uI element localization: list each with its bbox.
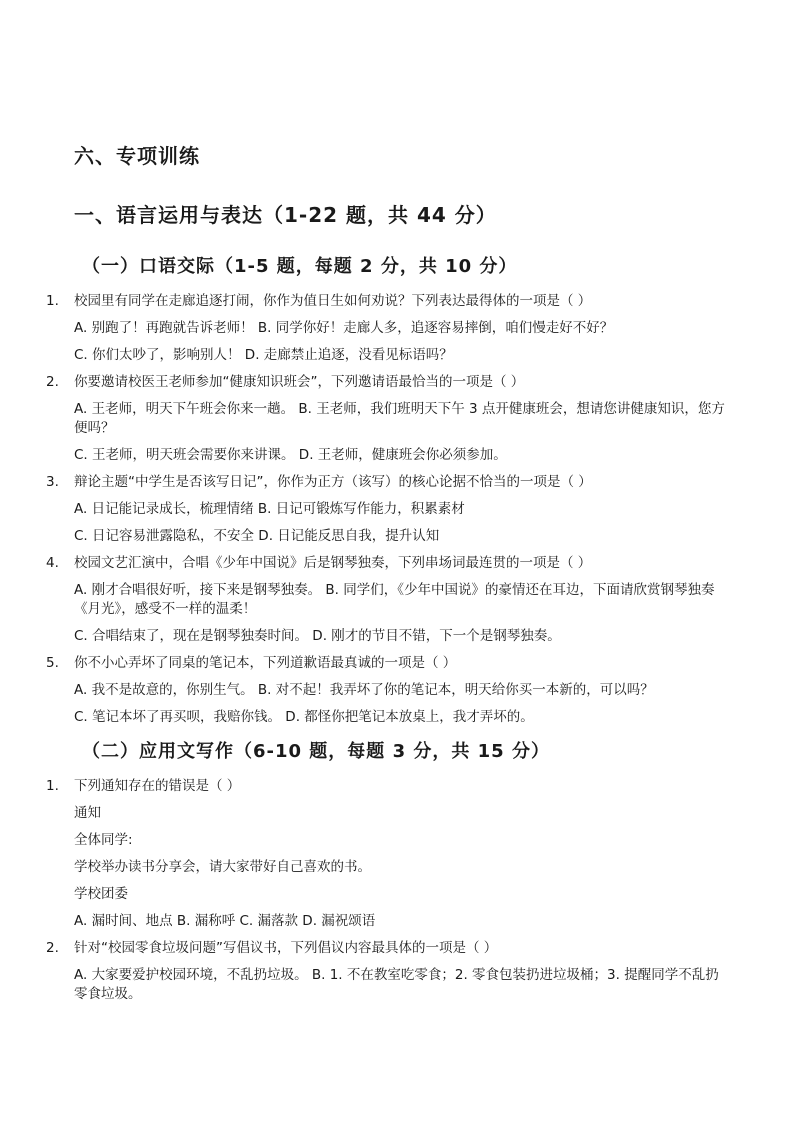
question-number: 2.	[46, 374, 59, 390]
question-list-writing	[46, 777, 730, 1004]
question-stem: 针对“校园零食垃圾问题”写倡议书，下列倡议内容最具体的一项是（ ）	[74, 940, 498, 956]
section-title: 一、语言运用与表达（1-22 题，共 44 分）	[74, 203, 497, 227]
question-option: C. 你们太吵了，影响别人！ D. 走廊禁止追逐，没看见标语吗？	[74, 347, 453, 363]
question-option: C. 笔记本坏了再买呗，我赔你钱。 D. 都怪你把笔记本放桌上，我才弄坏的。	[74, 709, 534, 725]
question-number: 1.	[46, 293, 59, 309]
question-option: C. 日记容易泄露隐私，不安全 D. 日记能反思自我，提升认知	[74, 528, 440, 544]
question-number: 4.	[46, 555, 59, 571]
question-stem: 校园里有同学在走廊追逐打闹，你作为值日生如何劝说？下列表达最得体的一项是（ ）	[74, 293, 592, 309]
question-stem: 下列通知存在的错误是（ ）	[74, 778, 241, 794]
question-number: 1.	[46, 778, 59, 794]
part-title-oral: （一）口语交际（1-5 题，每题 2 分，共 10 分）	[82, 256, 518, 277]
question-item	[46, 777, 730, 931]
question-option: A. 别跑了！再跑就告诉老师！ B. 同学你好！走廊人多，追逐容易摔倒，咱们慢走好不好？	[74, 320, 614, 336]
question-option: C. 合唱结束了，现在是钢琴独奏时间。 D. 刚才的节目不错，下一个是钢琴独奏。	[74, 628, 561, 644]
question-stem: 辩论主题“中学生是否该写日记”，你作为正方（该写）的核心论据不恰当的一项是（ ）	[74, 474, 592, 490]
question-number: 2.	[46, 940, 59, 956]
question-item	[46, 292, 730, 365]
question-stem: 你不小心弄坏了同桌的笔记本，下列道歉语最真诚的一项是（ ）	[74, 655, 457, 671]
question-number: 3.	[46, 474, 59, 490]
question-item	[46, 373, 730, 465]
page-title: 六、专项训练	[74, 144, 200, 168]
notice-salutation: 全体同学:	[74, 832, 133, 848]
question-option: A. 王老师，明天下午班会你来一趟。 B. 王老师，我们班明天下午 3 点开健康班会，想请您讲健康知识，您方便吗？	[74, 401, 725, 436]
notice-title: 通知	[74, 805, 101, 821]
question-item	[46, 939, 730, 1004]
question-option: A. 漏时间、地点 B. 漏称呼 C. 漏落款 D. 漏祝颂语	[74, 913, 376, 929]
question-item	[46, 473, 730, 546]
question-option: A. 日记能记录成长，梳理情绪 B. 日记可锻炼写作能力，积累素材	[74, 501, 465, 517]
question-stem: 校园文艺汇演中，合唱《少年中国说》后是钢琴独奏，下列串场词最连贯的一项是（ ）	[74, 555, 592, 571]
question-option: A. 刚才合唱很好听，接下来是钢琴独奏。 B. 同学们，《少年中国说》的豪情还在耳边，下面请欣赏钢琴独奏《月光》，感受不一样的温柔！	[74, 582, 715, 617]
notice-body: 学校举办读书分享会，请大家带好自己喜欢的书。	[74, 859, 371, 875]
notice-signature: 学校团委	[74, 886, 128, 902]
question-stem: 你要邀请校医王老师参加“健康知识班会”，下列邀请语最恰当的一项是（ ）	[74, 374, 525, 390]
part-title-writing: （二）应用文写作（6-10 题，每题 3 分，共 15 分）	[82, 741, 550, 762]
question-option: C. 王老师，明天班会需要你来讲课。 D. 王老师，健康班会你必须参加。	[74, 447, 507, 463]
question-number: 5.	[46, 655, 59, 671]
question-item	[46, 554, 730, 646]
question-option: A. 大家要爱护校园环境，不乱扔垃圾。 B. 1. 不在教室吃零食；2. 零食包装扔进垃圾桶；3. 提醒同学不乱扔零食垃圾。	[74, 967, 719, 1002]
question-list-oral	[46, 292, 730, 727]
question-item	[46, 654, 730, 727]
question-option: A. 我不是故意的，你别生气。 B. 对不起！我弄坏了你的笔记本，明天给你买一本新的，可以吗？	[74, 682, 654, 698]
